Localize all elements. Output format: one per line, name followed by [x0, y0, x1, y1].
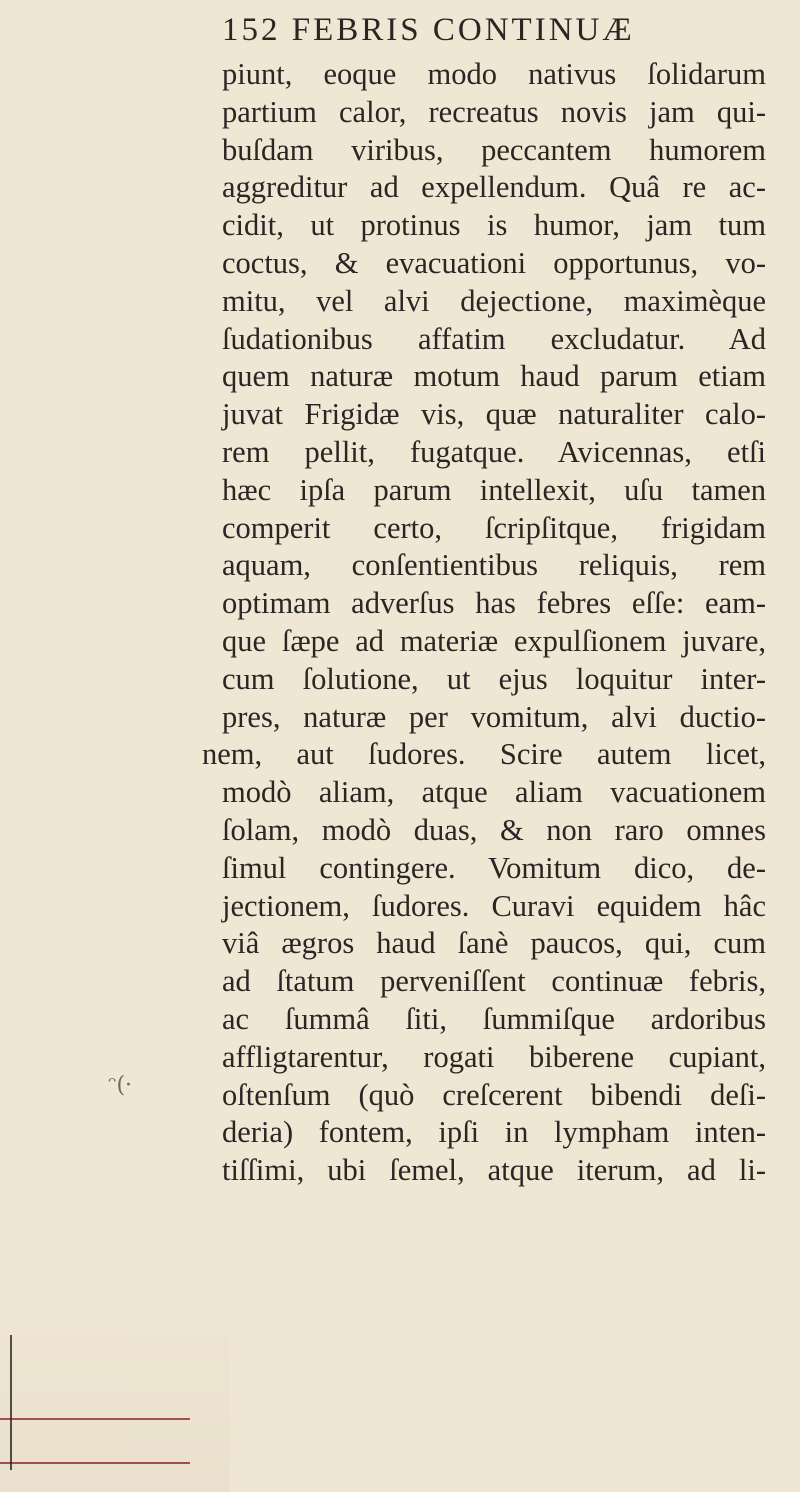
text-line: piunt, eoque modo nativus ſolidarum [222, 57, 766, 91]
red-edge-line [0, 1418, 190, 1420]
text-line: deria) fontem, ipſi in lympham inten- [222, 1115, 766, 1150]
text-line: affligtarentur, rogati biberene cupiant, [222, 1039, 766, 1074]
text-line: cum ſolutione, ut ejus loquitur inter- [222, 661, 766, 696]
red-edge-line [0, 1462, 190, 1464]
text-line: jectionem, ſudores. Curavi equidem hâc [222, 888, 766, 923]
text-line: buſdam viribus, peccantem humorem [222, 132, 766, 167]
text-line: ſimul contingere. Vomitum dico, de- [222, 850, 766, 885]
running-header: 152 FEBRIS CONTINUÆ [222, 12, 635, 48]
text-line: nem, aut ſudores. Scire autem licet, [202, 737, 766, 772]
text-line: tiſſimi, ubi ſemel, atque iterum, ad li- [222, 1153, 766, 1188]
text-line: juvat Frigidæ vis, quæ naturaliter calo- [222, 397, 766, 432]
text-line: rem pellit, fugatque. Avicennas, etſi [222, 434, 766, 469]
text-line: ad ſtatum perveniſſent continuæ febris, [222, 964, 766, 999]
text-line: pres, naturæ per vomitum, alvi ductio- [222, 699, 766, 734]
text-line: hæc ipſa parum intellexit, uſu tamen [222, 472, 766, 507]
text-line: quem naturæ motum haud parum etiam [222, 359, 766, 394]
text-line: ſudationibus affatim excludatur. Ad [222, 321, 766, 356]
text-line: que ſæpe ad materiæ expulſionem juvare, [222, 623, 766, 658]
text-line: coctus, & evacuationi opportunus, vo- [222, 245, 766, 280]
text-line: aquam, conſentientibus reliquis, rem [222, 548, 766, 583]
text-line: mitu, vel alvi dejectione, maximèque [222, 283, 766, 318]
text-line: optimam adverſus has febres eſſe: eam- [222, 586, 766, 621]
text-line: aggreditur ad expellendum. Quâ re ac- [222, 170, 766, 205]
binding-mark [10, 1335, 12, 1470]
text-line: modò aliam, atque aliam vacuationem [222, 775, 766, 810]
text-line: oſtenſum (quò creſcerent bibendi deſi- [222, 1077, 766, 1112]
text-line: cidit, ut protinus is humor, jam tum [222, 208, 766, 243]
text-line: ſolam, modò duas, & non raro omnes [222, 812, 766, 847]
body-text [202, 56, 766, 1190]
text-line: ac ſummâ ſiti, ſummiſque ardoribus [222, 1001, 766, 1036]
text-line: comperit certo, ſcripſitque, frigidam [222, 510, 766, 545]
text-line: viâ ægros haud ſanè paucos, qui, cum [222, 926, 766, 961]
text-line: partium calor, recreatus novis jam qui- [222, 94, 766, 129]
margin-note: ᵔ(· [108, 1073, 133, 1098]
